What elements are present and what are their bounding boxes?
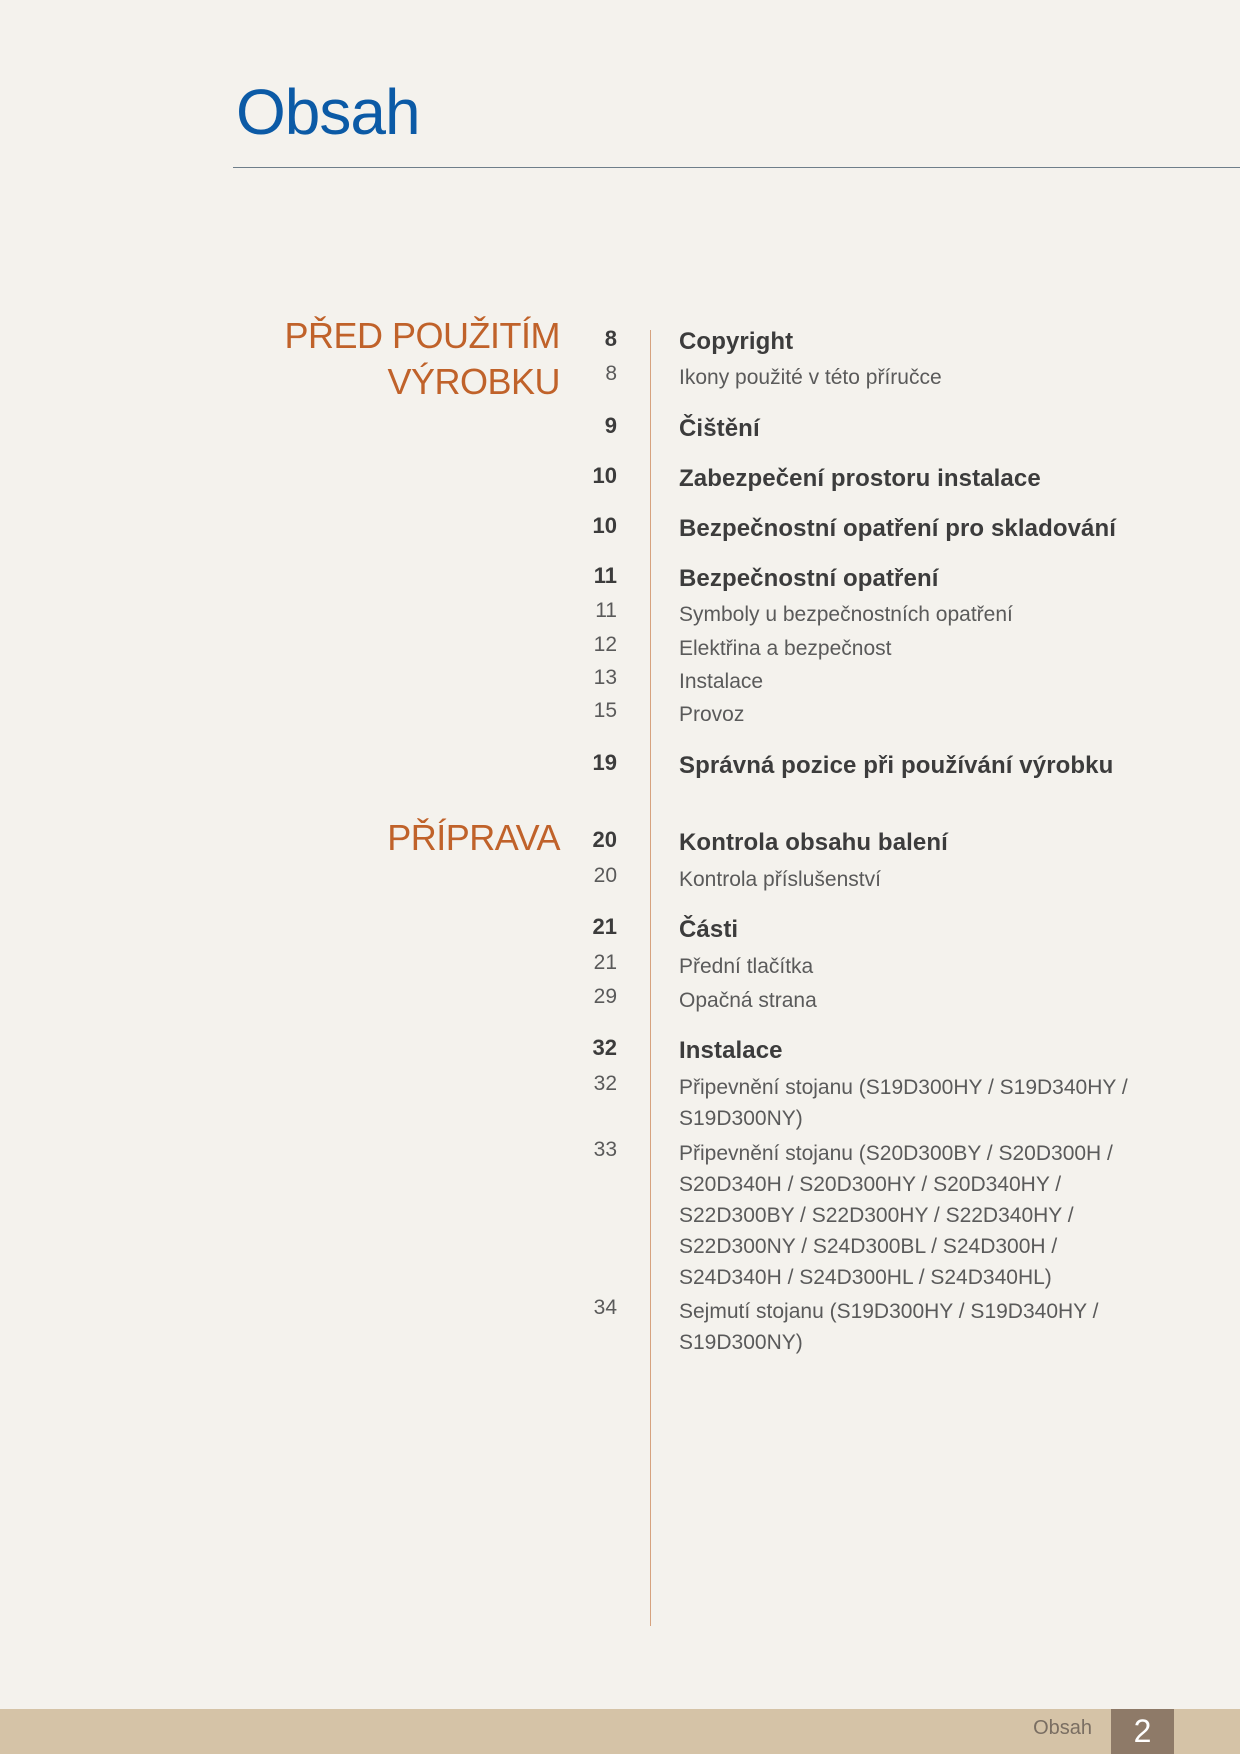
toc-page-number: 21 — [593, 951, 617, 974]
toc-page-number: 8 — [604, 326, 617, 351]
toc-page-number: 10 — [592, 463, 617, 488]
toc-entry-title: Bezpečnostní opatření pro skladování — [679, 515, 1117, 542]
toc-entry-title: Opačná strana — [679, 989, 817, 1012]
toc-entry-title: Kontrola obsahu balení — [679, 829, 948, 856]
toc-page-number: 21 — [592, 914, 617, 939]
toc-page-number: 12 — [593, 633, 617, 656]
toc-page-number: 11 — [595, 599, 617, 622]
toc-page-number: 34 — [593, 1296, 617, 1319]
page-title: Obsah — [236, 76, 420, 148]
toc-page-number: 19 — [592, 750, 617, 775]
toc-entry-title: Instalace — [679, 1037, 783, 1064]
section-title-priprava — [387, 815, 560, 861]
toc-entry-title: Připevnění stojanu (S20D300BY / S20D300H / S20D340H / S20D300HY / S20D340HY / S22D300BY / S22D300HY / S22D340HY / S22D300NY / S24D300BL / S24D300H / S24D340H / S24D300HL / S24D340HL) — [679, 1142, 1113, 1289]
toc-page-number: 29 — [593, 985, 617, 1008]
title-divider — [233, 167, 1240, 168]
toc-entry-title: Čištění — [679, 415, 760, 442]
toc-page-number: 13 — [593, 666, 617, 689]
toc-entry-title: Provoz — [679, 703, 745, 726]
section-title-line: VÝROBKU — [387, 361, 560, 402]
toc-page-number: 20 — [592, 827, 617, 852]
toc-entry-title: Copyright — [679, 328, 794, 355]
toc-entry-title: Bezpečnostní opatření — [679, 565, 939, 592]
toc-page-number: 32 — [593, 1072, 617, 1095]
section-title-line: PŘÍPRAVA — [387, 817, 560, 858]
toc-entry-title: Připevnění stojanu (S19D300HY / S19D340HY / S19D300NY) — [679, 1076, 1128, 1130]
toc-page-number: 8 — [605, 362, 617, 385]
toc-page-number: 32 — [592, 1035, 617, 1060]
toc-page-number: 9 — [604, 413, 617, 438]
toc-entry-title: Přední tlačítka — [679, 955, 814, 978]
toc-entry-title: Správná pozice při používání výrobku — [679, 752, 1114, 779]
toc-page-number: 10 — [592, 513, 617, 538]
footer-label: Obsah — [1033, 1717, 1092, 1739]
toc-page-number: 20 — [593, 864, 617, 887]
toc-entry-title: Symboly u bezpečnostních opatření — [679, 603, 1013, 626]
toc-entry-title: Ikony použité v této příručce — [679, 366, 942, 389]
toc-entry-title: Instalace — [679, 670, 764, 693]
toc-entry-title: Části — [679, 916, 739, 943]
toc-page-number: 15 — [593, 699, 617, 722]
toc-page-number: 33 — [593, 1138, 617, 1161]
section-title-pred-pouzitim — [284, 313, 560, 405]
page-number-badge: 2 — [1111, 1709, 1174, 1754]
toc-entry-title: Kontrola příslušenství — [679, 868, 881, 891]
column-divider — [650, 330, 651, 1626]
toc-page-number: 11 — [593, 563, 617, 588]
section-title-line: PŘED POUŽITÍM — [284, 315, 560, 356]
toc-entry-title: Elektřina a bezpečnost — [679, 637, 892, 660]
toc-entry-title: Zabezpečení prostoru instalace — [679, 465, 1041, 492]
toc-entry-title: Sejmutí stojanu (S19D300HY / S19D340HY / S19D300NY) — [679, 1300, 1099, 1354]
